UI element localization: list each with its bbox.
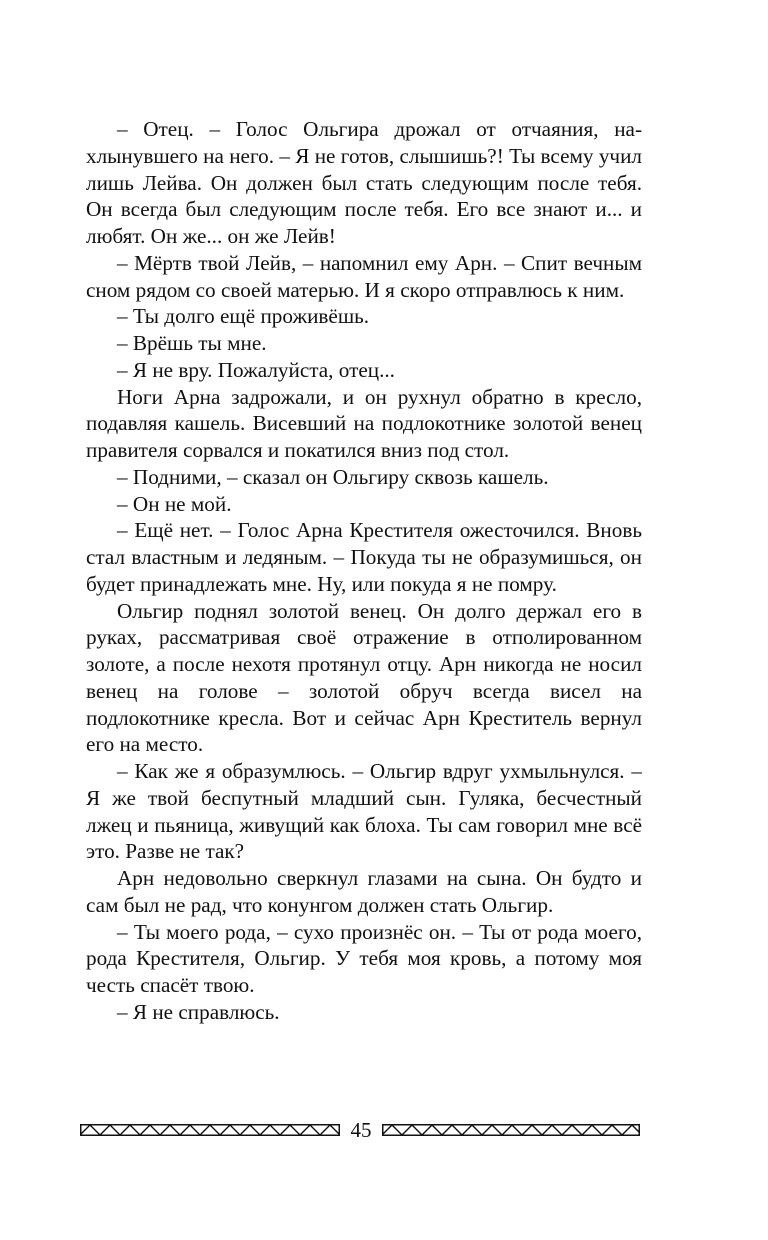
page-footer (80, 1118, 640, 1142)
paragraph-2: – Мёртв твой Лейв, – напомнил ему Арн. – Спит вечным сном рядом со своей матерью. И я скоро отправлюсь к ним. (86, 250, 642, 302)
page-number: 45 (350, 1118, 372, 1142)
paragraph-5: – Я не вру. Пожалуйста, отец... (117, 357, 395, 382)
paragraph-4: – Врёшь ты мне. (117, 331, 267, 355)
page-body-text (86, 116, 642, 1026)
paragraph-9: – Ещё нет. – Голос Арна Крестителя ожесточился. Вновь стал властным и ледяным. – Покуда ты не образумишься, он будет принадлежать мне. Ну, или покуда я не помру. (86, 518, 642, 596)
zigzag-ornament-right-icon (382, 1124, 640, 1136)
paragraph-12: Арн недовольно сверкнул глазами на сына. Он будто и сам был не рад, что конунгом должен стать Ольгир. (86, 866, 642, 917)
zigzag-ornament-left-icon (80, 1124, 340, 1136)
paragraph-6: Ноги Арна задрожали, и он рухнул обратно в кресло, подавляя кашель. Висевший на подлокотнике золотой венец правителя сорвался и покатился вниз под стол. (86, 384, 642, 462)
paragraph-1: – Отец. – Голос Ольгира дрожал от отчаяния, нахлынувшего на него. – Я не готов, слышишь?! Ты всему учил лишь Лейва. Он должен был стать следующим после тебя. Он всегда был следующим после тебя. Его все знают и... и любят. Он же... он же Лейв! (86, 117, 642, 248)
paragraph-14: – Я не справлюсь. (117, 999, 280, 1024)
paragraph-3: – Ты долго ещё проживёшь. (117, 304, 370, 329)
paragraph-13: – Ты моего рода, – сухо произнёс он. – Ты от рода моего, рода Крестителя, Ольгир. У тебя моя кровь, а потому моя честь спасёт твою. (86, 919, 642, 997)
paragraph-10: Ольгир поднял золотой венец. Он долго держал его в руках, рассматривая своё отражение в отполированном золоте, а после нехотя протянул отцу. Арн никогда не носил венец на голове – золотой обруч всегда висел на подлокотнике кресла. Вот и сейчас Арн Креститель вернул его на место. (86, 598, 642, 757)
paragraph-8: – Он не мой. (117, 491, 232, 516)
paragraph-7: – Подними, – сказал он Ольгиру сквозь кашель. (117, 464, 549, 489)
paragraph-11: – Как же я образумлюсь. – Ольгир вдруг ухмыльнулся. – Я же твой беспутный младший сын. Гуляка, бесчестный лжец и пьяница, живущий как блоха. Ты сам говорил мне всё это. Разве не так? (86, 759, 642, 864)
